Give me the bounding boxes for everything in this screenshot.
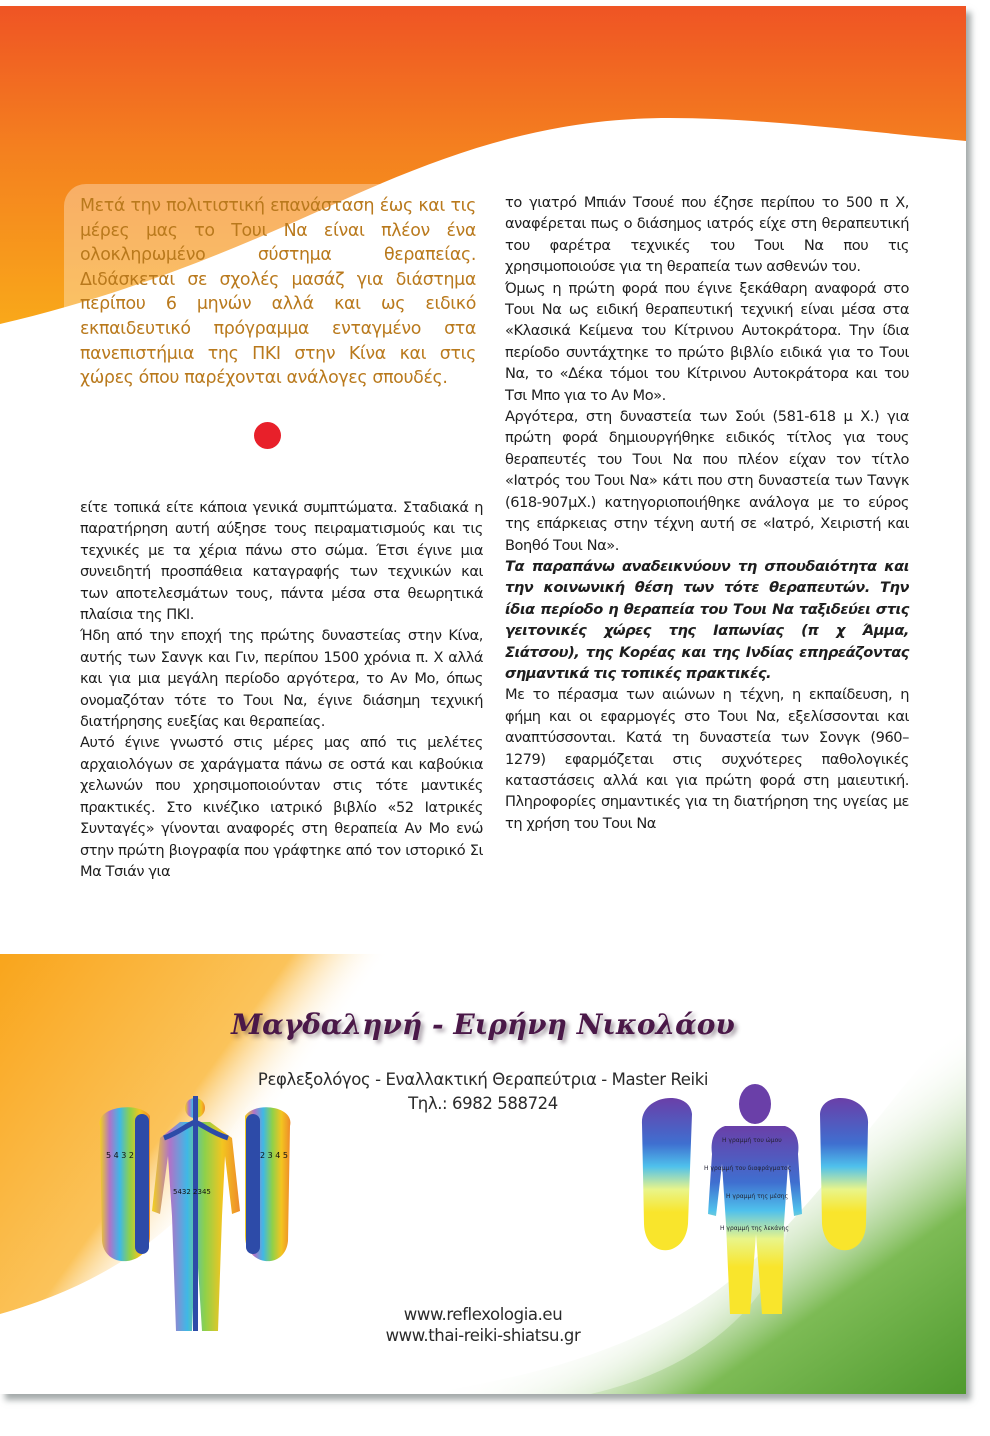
waist-line-label: Η γραμμή της μέσης	[726, 1193, 789, 1200]
therapist-title: Ρεφλεξολόγος - Εναλλακτική Θεραπεύτρια - Master Reiki	[257, 1070, 709, 1089]
shoulder-line-label: Η γραμμή του ώμου	[722, 1137, 782, 1144]
right-paragraph-3: Αργότερα, στη δυναστεία των Σούι (581-618 μ Χ.) για πρώτη φορά δημιουργήθηκε ειδικός τίτλος για τους θεραπευτές του Τουι Να που πλέον είχαν τον τίτλο «Ιατρός του Τουι Να» κάτι που στη δυναστεία των Τανγκ (618-907μΧ.) κατηγοριοποιήθηκε ανάλογα με το εύρος της επάρκειας στην τέχνη αυτή σε «Ιατρό, Χειριστή και Βοηθό Τουι Να».	[505, 408, 909, 554]
right-foot-numbers: 2 3 4 5	[260, 1151, 288, 1160]
left-foot-numbers: 5 4 3 2	[106, 1151, 134, 1160]
phone-number: Τηλ.: 6982 588724	[408, 1094, 558, 1113]
left-foot	[100, 1107, 150, 1261]
pelvis-line-label: Η γραμμή της λεκάνης	[720, 1225, 789, 1232]
left-paragraph-1: είτε τοπικά είτε κάποια γενικά συμπτώματα. Σταδιακά η παρατήρηση αυτή αύξησε τους πειραματισμούς και τις τεχνικές με τα χέρια πάνω στο σώμα. Έτσι έγινε μια συνειδητή προσπάθεια καταγραφής των τεχνικών και των αποτελεσμάτων τους, πάντα μέσα στα θεωρητικά πλαίσια της ΠΚΙ.	[80, 499, 483, 624]
right-paragraph-last: Με το πέρασμα των αιώνων η τέχνη, η εκπαίδευση, η φήμη και οι εφαρμογές στο Τουι Να, εξελίσσονται και αναπτύσσονται. Κατά τη δυναστεία των Σονγκ (960–1279) εφαρμόζεται στις συχνότερες παθολογικές καταστάσεις αλλά και για πρώτη φορά στη μαιευτική. Πληροφορίες σημαντικές για τη διατήρηση της υγείας με τη χρήση του Τουι Να	[505, 686, 909, 832]
right-column	[505, 192, 909, 834]
body-numbers: 5432 2345	[173, 1188, 211, 1196]
intro-paragraph: Μετά την πολιτιστική επανάσταση έως και τις μέρες μας το Τουι Να είναι πλέον ένα ολοκληρωμένο σύστημα θεραπείας. Διδάσκεται σε σχολές μασάζ για διάστημα περίπου 6 μηνών αλλά και ως ειδικό εκπαιδευτικό πρόγραμμα ενταγμένο στα πανεπιστήμια της ΠΚΙ στην Κίνα και στις χώρες όπου παρέχονται ανάλογες σπουδές.	[80, 196, 476, 389]
footer-banner	[0, 954, 966, 1394]
right-sole	[820, 1098, 868, 1250]
left-paragraph-3: Αυτό έγινε γνωστό στις μέρες μας από τις μελέτες αρχαιολόγων σε χαράγματα πάνω σε οστά και καβούκια χελωνών που χρησιμοποιούνταν στις τότε μαντικές πρακτικές. Στο κινέζικο ιατρικό βιβλίο «52 Ιατρικές Συνταγές» γίνονται αναφορές στη θεραπεία Αν Μο ενώ στην πρώτη βιογραφία που γράφτηκε από τον ιστορικό Σι Μα Τσιάν για	[80, 734, 483, 880]
right-bold-paragraph: Τα παραπάνω αναδεικνύουν τη σπουδαιότητα και την κοινωνική θέση των τότε θεραπευτών. Την ίδια περίοδο η θεραπεία του Τουι Να ταξιδεύει στις γειτονικές χώρες της Ιαπωνίας (π χ Άμμα, Σιάτσου), της Κορέας και της Ινδίας επηρεάζοντας σημαντικά τις τοπικές πρακτικές.	[505, 557, 909, 682]
therapist-name: Μαγδαληνή - Ειρήνη Νικολάου	[231, 1008, 735, 1041]
diaphragm-line-label: Η γραμμή του διαφράγματος	[704, 1165, 792, 1172]
left-sole	[642, 1098, 692, 1250]
reflex-zones-body-feet-illustration	[630, 1084, 880, 1314]
website-link-reflexologia[interactable]: www.reflexologia.eu	[403, 1305, 563, 1324]
left-paragraph-2: Ήδη από την εποχή της πρώτης δυναστείας στην Κίνα, αυτής των Σανγκ και Γιν, περίπου 1500 χρόνια π. Χ αλλά και για μια μεγάλη περίοδο αργότερα, το Αν Μο, όπως ονομαζόταν τότε το Τουι Να, έγινε διάσημη τεχνική διατήρησης ευεξίας και θεραπείας.	[80, 627, 483, 731]
right-paragraph-1: το γιατρό Μπιάν Τσουέ που έζησε περίπου το 500 π Χ, αναφέρεται πως ο διάσημος ιατρός είχε στη θεραπευτική του φαρέτρα τεχνικές του Τουι Να που τις χρησιμοποιούσε για τη θεραπεία των ασθενών του.	[505, 194, 909, 276]
body-figure	[152, 1096, 240, 1331]
website-link-thai-reiki-shiatsu[interactable]: www.thai-reiki-shiatsu.gr	[385, 1326, 581, 1345]
right-foot	[245, 1107, 290, 1261]
right-paragraph-2: Όμως η πρώτη φορά που έγινε ξεκάθαρη αναφορά στο Τουι Να ως ειδική θεραπευτική τεχνική είναι μέσα στα «Κλασικά Κείμενα του Κίτρινου Αυτοκράτορα. Την ίδια περίοδο συντάχτηκε το πρώτο βιβλίο ειδικά για το Τουι Να, το «Δέκα τόμοι του Κίτρινου Αυτοκράτορα και του Τσι Μπο για το Αν Μο».	[505, 279, 909, 404]
magazine-page	[0, 6, 966, 1394]
left-column	[80, 497, 483, 882]
red-dot-marker	[254, 422, 281, 449]
